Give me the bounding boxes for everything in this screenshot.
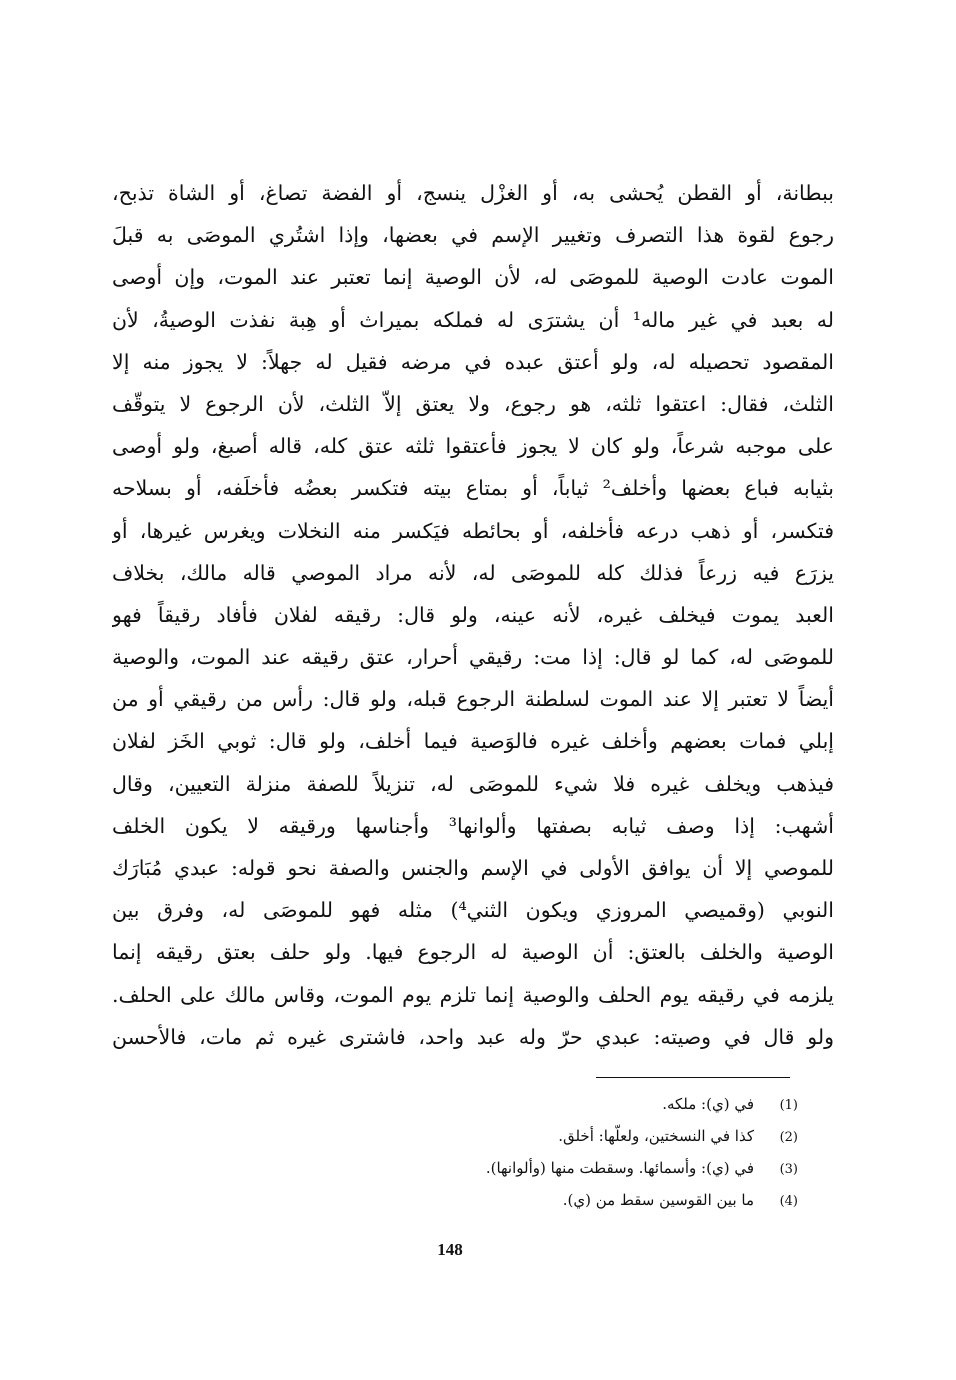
text-line: رجوع لقوة هذا التصرف وتغيير الإسم في بعضها، وإذا اشتُري الموصَى به قبلَ bbox=[112, 223, 834, 248]
text-line: الثلث، فقال: اعتقوا ثلثه، هو رجوع، ولا يعتق إلاّ الثلث، لأن الرجوع لا يتوقّف bbox=[112, 391, 834, 416]
footnote bbox=[300, 1184, 798, 1216]
text-line: له بعبد في غير ماله¹ أن يشترَى له فملكه بميراث أو هِبة نفذت الوصيةُ، لأن bbox=[112, 307, 834, 332]
footnote-number: (2) bbox=[779, 1130, 798, 1145]
text-line: على موجبه شرعاً، ولو كان لا يجوز فأعتقوا ثلثه عتق كله، قاله أصبغ، ولو أوصى bbox=[112, 434, 834, 459]
text-line: للموصي إلا أن يوافق الأولى في الإسم والجنس والصفة نحو قوله: عبدي مُبَارَك bbox=[112, 856, 834, 880]
text-line: ولو قال في وصيته: عبدي حرّ وله عبد واحد، فاشترى غيره ثم مات، فالأحسن bbox=[112, 1024, 834, 1049]
footnotes bbox=[300, 1088, 798, 1216]
footnote bbox=[300, 1120, 798, 1152]
footnote-number: (1) bbox=[779, 1098, 798, 1113]
footnote bbox=[300, 1152, 798, 1184]
main-text-block bbox=[112, 172, 834, 1058]
page-number: 148 bbox=[437, 1240, 463, 1259]
text-line: يزرَع فيه زرعاً فذلك كله للموصَى له، لأنه مراد الموصي قاله مالك، بخلاف bbox=[112, 560, 834, 585]
text-line: أيضاً لا تعتبر إلا عند الموت لسلطنة الرجوع قبله، ولو قال: رأس من رقيقي أو من bbox=[112, 687, 834, 712]
footnote-text: في (ي): ملكه. bbox=[662, 1095, 754, 1113]
text-line: بثيابه فباع بعضها وأخلف² ثياباً، أو بمتاع بيته فتكسر بعضُه فأخلَفه، أو بسلاحه bbox=[112, 476, 834, 501]
footnote bbox=[300, 1088, 798, 1120]
footnote-separator bbox=[596, 1077, 790, 1078]
text-line: المقصود تحصيله له، ولو أعتق عبده في مرضه فقيل له جهلاً: لا يجوز منه إلا bbox=[112, 349, 834, 374]
text-line: الوصية والخلف بالعتق: أن الوصية له الرجوع فيها. ولو حلف بعتق رقيقه إنما bbox=[112, 940, 834, 965]
text-line: فيذهب ويخلف غيره فلا شيء للموصَى له، تنزيلاً للصفة منزلة التعيين، وقال bbox=[112, 771, 834, 796]
footnote-number: (3) bbox=[779, 1162, 798, 1177]
footnote-text: ما بين القوسين سقط من (ي). bbox=[562, 1191, 754, 1209]
text-line: الموت عادت الوصية للموصَى له، لأن الوصية إنما تعتبر عند الموت، وإن أوصى bbox=[112, 265, 834, 290]
footnote-number: (4) bbox=[779, 1194, 798, 1209]
text-line: للموصَى له، كما لو قال: إذا مت: رقيقي أحرار، عتق رقيقه عند الموت، والوصية bbox=[112, 645, 834, 670]
text-line: النوبي (وقميصي المروزي ويكون الثني⁴) مثله فهو للموصَى له، وفرق بين bbox=[112, 898, 834, 923]
footnote-text: كذا في النسختين، ولعلّها: أخلق. bbox=[558, 1127, 754, 1145]
text-line: فتكسر، أو ذهب درعه فأخلفه، أو بحائطه فيَكسر منه النخلات ويغرس غيرها، أو bbox=[112, 518, 834, 543]
text-line: إبلي فمات بعضهم وأخلف غيره فالوَصية فيما أخلف، ولو قال: ثوبي الخَز لفلان bbox=[112, 729, 834, 754]
text-line: يلزمه في رقيقه يوم الحلف والوصية إنما تلزم يوم الموت، وقاس مالك على الحلف. bbox=[112, 982, 834, 1007]
footnote-text: في (ي): وأسمائها. وسقطت منها (وألوانها). bbox=[485, 1159, 754, 1177]
text-line: ببطانة، أو القطن يُحشى به، أو الغزْل ينسج، أو الفضة تصاغ، أو الشاة تذبح، bbox=[112, 181, 834, 205]
text-line: العبد يموت فيخلف غيره، لأنه عينه، ولو قال: رقيقه لفلان فأفاد رقيقاً فهو bbox=[112, 602, 834, 627]
text-line: أشهب: إذا وصف ثيابه بصفتها وألوانها³ وأجناسها ورقيقه لا يكون الخلف bbox=[112, 813, 834, 838]
